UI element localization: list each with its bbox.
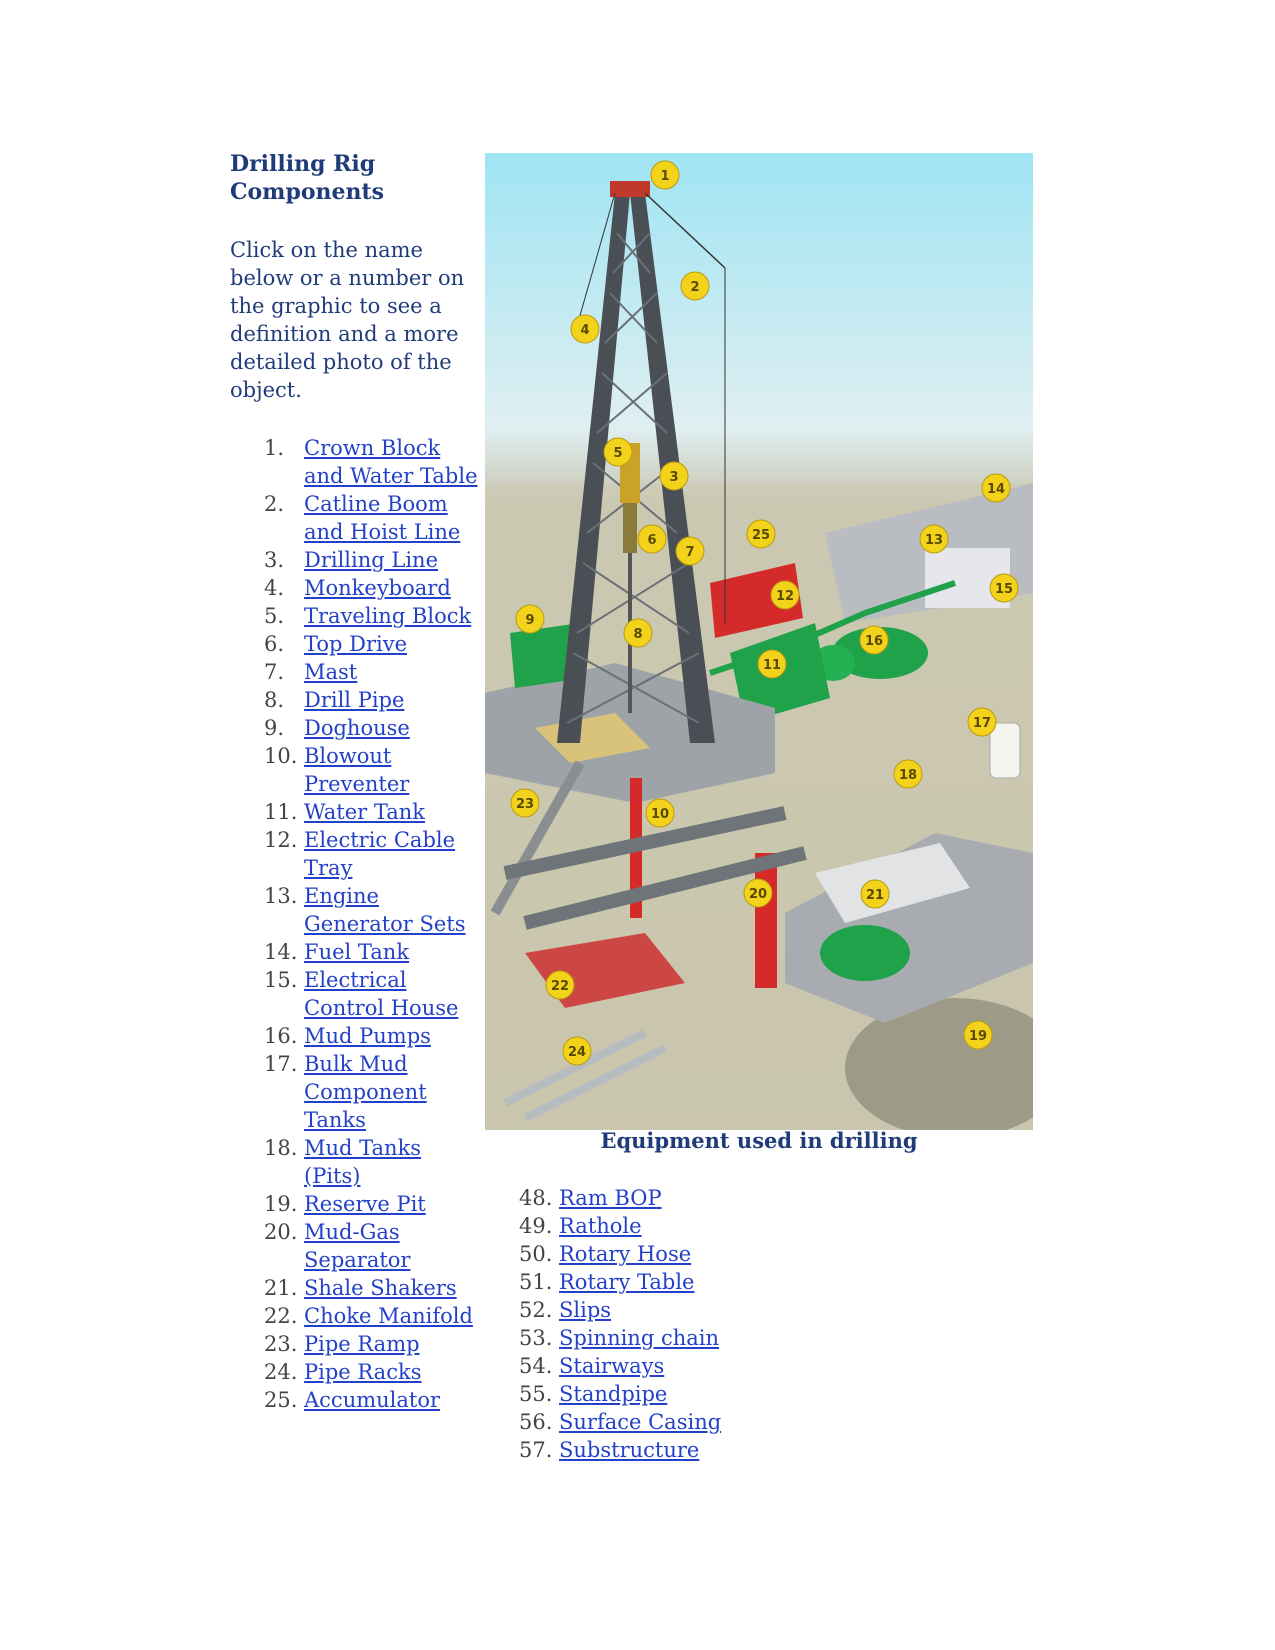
component-link[interactable]: Choke Manifold [304,1304,473,1328]
callout-badge[interactable] [747,520,775,548]
callout-badge[interactable] [861,880,889,908]
callout-badge[interactable] [771,581,799,609]
item-number: 6. [264,632,285,656]
list-item [264,434,484,490]
list-item [519,1324,779,1352]
callout-badge[interactable] [964,1021,992,1049]
component-link[interactable]: Pipe Ramp [304,1332,420,1356]
component-link[interactable]: Drill Pipe [304,688,405,712]
component-link[interactable]: Fuel Tank [304,940,410,964]
list-item [264,966,484,1022]
callout-badge[interactable] [511,789,539,817]
equipment-link[interactable]: Slips [559,1298,612,1322]
rig-graphic [485,153,1033,1130]
item-number: 11. [264,800,298,824]
callout-badge[interactable] [968,708,996,736]
badge-number: 8 [633,627,643,642]
equipment-link[interactable]: Stairways [559,1354,665,1378]
component-link[interactable]: Catline Boom and Hoist Line [304,492,461,544]
page-title [230,150,470,206]
callout-badge[interactable] [920,525,948,553]
component-link[interactable]: Mud Pumps [304,1024,431,1048]
item-number: 20. [264,1220,298,1244]
component-link[interactable]: Traveling Block [304,604,472,628]
item-number: 13. [264,884,298,908]
list-item [519,1296,779,1324]
callout-badge[interactable] [681,272,709,300]
shale-shakers-shape [820,925,910,981]
list-item [264,574,484,602]
badge-number: 1 [660,169,670,184]
list-item [264,882,484,938]
item-number: 10. [264,744,298,768]
list-item [264,602,484,630]
callout-badge[interactable] [624,619,652,647]
badge-number: 2 [690,280,700,295]
component-link[interactable]: Drilling Line [304,548,438,572]
list-item [519,1380,779,1408]
list-item [519,1352,779,1380]
badge-number: 9 [525,613,535,628]
component-link[interactable]: Crown Block and Water Table [304,436,478,488]
component-link[interactable]: Accumulator [304,1388,441,1412]
item-number: 7. [264,660,285,684]
callout-badge[interactable] [516,605,544,633]
list-item [519,1408,779,1436]
title-line-1: Drilling Rig [230,151,376,177]
badge-number: 14 [986,482,1006,497]
callout-badge[interactable] [990,574,1018,602]
list-item [264,826,484,882]
list-item [264,546,484,574]
list-item [519,1212,779,1240]
equipment-link[interactable]: Standpipe [559,1382,668,1406]
item-number: 2. [264,492,285,516]
component-link[interactable]: Blowout Preventer [304,744,410,796]
item-number: 21. [264,1276,298,1300]
component-link[interactable]: Bulk Mud Component Tanks [304,1052,427,1132]
list-item [264,686,484,714]
equipment-link[interactable]: Ram BOP [559,1186,662,1210]
callout-badge[interactable] [571,315,599,343]
item-number: 49. [519,1214,553,1238]
list-item [264,658,484,686]
component-link[interactable]: Mud-Gas Separator [304,1220,411,1272]
callout-badge[interactable] [604,438,632,466]
component-link[interactable]: Shale Shakers [304,1276,457,1300]
equipment-list [519,1184,779,1464]
badge-number: 3 [669,470,679,485]
item-number: 17. [264,1052,298,1076]
callout-badge[interactable] [894,760,922,788]
bulk-tank-shape [990,723,1020,778]
list-item [264,1134,484,1190]
item-number: 14. [264,940,298,964]
item-number: 15. [264,968,298,992]
callout-badge[interactable] [651,161,679,189]
component-link[interactable]: Mast [304,660,358,684]
callout-badge[interactable] [638,525,666,553]
badge-number: 11 [762,658,782,673]
badge-number: 24 [567,1045,587,1060]
list-item [264,1274,484,1302]
item-number: 24. [264,1360,298,1384]
callout-badge[interactable] [860,626,888,654]
crown-block-shape [610,181,650,197]
intro-paragraph: Click on the name below or a number on the graphic to see a definition and a more detailed photo of the object. [230,238,465,402]
badge-number: 17 [972,716,992,731]
callout-badge[interactable] [758,650,786,678]
item-number: 51. [519,1270,553,1294]
item-number: 5. [264,604,285,628]
item-number: 3. [264,548,285,572]
badge-number: 13 [924,533,944,548]
badge-number: 20 [748,887,768,902]
badge-number: 5 [613,446,623,461]
list-item [264,742,484,798]
badge-number: 10 [650,807,670,822]
list-item [264,1022,484,1050]
equipment-link[interactable]: Rotary Table [559,1270,695,1294]
badge-number: 6 [647,533,657,548]
component-link[interactable]: Pipe Racks [304,1360,422,1384]
item-number: 53. [519,1326,553,1350]
callout-badge[interactable] [646,799,674,827]
badge-number: 18 [898,768,918,783]
badge-number: 23 [515,797,535,812]
badge-number: 25 [751,528,771,543]
item-number: 56. [519,1410,553,1434]
drilling-rig-illustration [485,153,1033,1130]
list-item [264,714,484,742]
badge-number: 19 [968,1029,988,1044]
component-link[interactable]: Top Drive [304,632,408,656]
item-number: 19. [264,1192,298,1216]
equipment-link[interactable]: Rotary Hose [559,1242,692,1266]
item-number: 50. [519,1242,553,1266]
equipment-link[interactable]: Substructure [559,1438,700,1462]
list-item [264,490,484,546]
list-item [264,1330,484,1358]
equipment-link[interactable]: Surface Casing [559,1410,722,1434]
component-link[interactable]: Monkeyboard [304,576,451,600]
item-number: 48. [519,1186,553,1210]
list-item [264,1050,484,1134]
list-item [519,1240,779,1268]
callout-badge[interactable] [744,879,772,907]
item-number: 18. [264,1136,298,1160]
list-item [264,1302,484,1330]
component-link[interactable]: Doghouse [304,716,410,740]
item-number: 57. [519,1438,553,1462]
item-number: 23. [264,1332,298,1356]
callout-badge[interactable] [563,1037,591,1065]
top-drive-shape [623,503,637,553]
list-item [264,938,484,966]
list-item [264,1190,484,1218]
component-link[interactable]: Mud Tanks (Pits) [304,1136,422,1188]
item-number: 22. [264,1304,298,1328]
list-item [519,1436,779,1464]
badge-number: 7 [685,545,695,560]
callout-badge[interactable] [546,971,574,999]
list-item [264,1386,484,1414]
equipment-link[interactable]: Spinning chain [559,1326,720,1350]
list-item [264,1358,484,1386]
list-item [519,1184,779,1212]
item-number: 12. [264,828,298,852]
item-number: 52. [519,1298,553,1322]
item-number: 54. [519,1354,553,1378]
list-item [264,798,484,826]
equipment-link[interactable]: Rathole [559,1214,642,1238]
callout-badge[interactable] [982,474,1010,502]
item-number: 1. [264,436,285,460]
badge-number: 16 [864,634,884,649]
component-link[interactable]: Reserve Pit [304,1192,426,1216]
item-number: 4. [264,576,285,600]
badge-number: 12 [775,589,795,604]
item-number: 16. [264,1024,298,1048]
badge-number: 4 [580,323,590,338]
component-link[interactable]: Engine Generator Sets [304,884,466,936]
list-item [264,1218,484,1274]
item-number: 55. [519,1382,553,1406]
figure-caption: Equipment used in drilling [600,1128,918,1153]
badge-number: 21 [865,888,885,903]
mud-gas-separator-shape [755,853,777,988]
callout-badge[interactable] [676,537,704,565]
component-link[interactable]: Water Tank [304,800,426,824]
item-number: 9. [264,716,285,740]
component-link[interactable]: Electric Cable Tray [304,828,456,880]
list-item [264,630,484,658]
components-list [264,434,484,1414]
item-number: 25. [264,1388,298,1412]
component-link[interactable]: Electrical Control House [304,968,459,1020]
item-number: 8. [264,688,285,712]
badge-number: 15 [994,582,1014,597]
callout-badge[interactable] [660,462,688,490]
badge-number: 22 [550,979,570,994]
list-item [519,1268,779,1296]
title-line-2: Components [230,179,385,205]
